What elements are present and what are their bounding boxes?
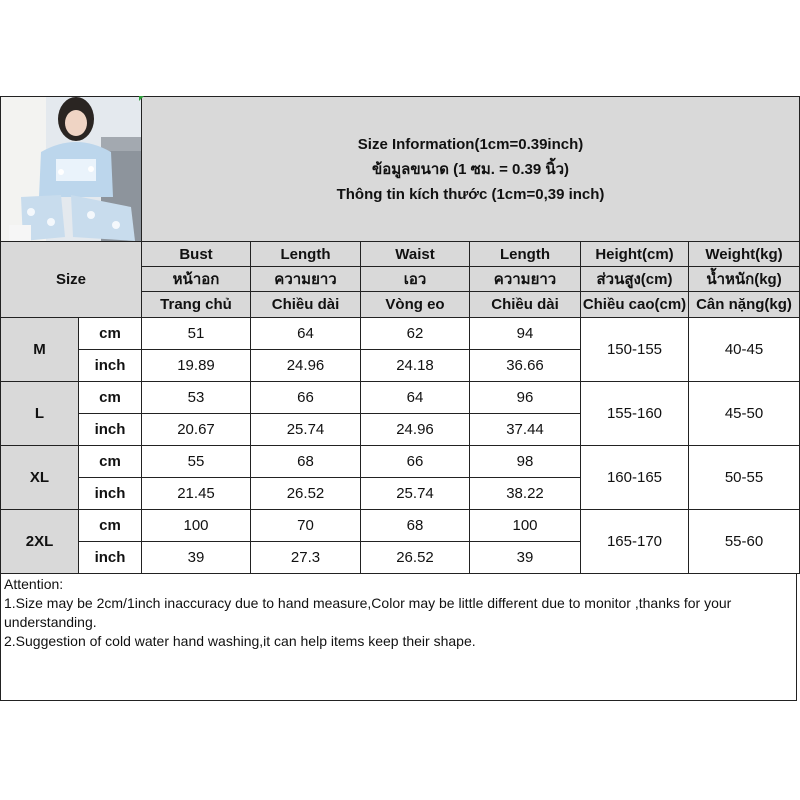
length-inch: 26.52 xyxy=(251,478,361,510)
info-line-english: Size Information(1cm=0.39inch) xyxy=(357,135,584,153)
header-weight-th: น้ำหนัก(kg) xyxy=(689,267,800,292)
length-inch: 25.74 xyxy=(251,414,361,446)
height-range: 160-165 xyxy=(581,446,689,510)
length2-inch: 39 xyxy=(470,542,581,574)
bust-cm: 55 xyxy=(142,446,251,478)
unit-cm: cm xyxy=(79,318,142,350)
bust-inch: 20.67 xyxy=(142,414,251,446)
corner-marker xyxy=(139,96,144,101)
waist-inch: 24.18 xyxy=(361,350,470,382)
header-waist-en: Waist xyxy=(361,242,470,267)
length-cm: 64 xyxy=(251,318,361,350)
header-bust-en: Bust xyxy=(142,242,251,267)
header-waist-th: เอว xyxy=(361,267,470,292)
header-length-vi: Chiều dài xyxy=(251,292,361,318)
size-chart xyxy=(0,96,799,703)
length2-inch: 36.66 xyxy=(470,350,581,382)
attention-item-1: 1.Size may be 2cm/1inch inaccuracy due to hand measure,Color may be little different due to monitor ,thanks for your understanding. xyxy=(4,595,732,630)
size-table xyxy=(0,96,800,574)
header-height-th: ส่วนสูง(cm) xyxy=(581,267,689,292)
unit-inch: inch xyxy=(79,542,142,574)
attention-notes xyxy=(0,573,797,701)
length2-cm: 100 xyxy=(470,510,581,542)
length2-cm: 94 xyxy=(470,318,581,350)
weight-range: 55-60 xyxy=(689,510,800,574)
weight-range: 40-45 xyxy=(689,318,800,382)
bust-cm: 51 xyxy=(142,318,251,350)
size-label: XL xyxy=(1,446,79,510)
waist-inch: 25.74 xyxy=(361,478,470,510)
waist-cm: 62 xyxy=(361,318,470,350)
header-waist-vi: Vòng eo xyxy=(361,292,470,318)
header-height-vi: Chiều cao(cm) xyxy=(581,292,689,318)
header-weight-vi: Cân nặng(kg) xyxy=(689,292,800,318)
table-row xyxy=(1,510,800,542)
bust-cm: 53 xyxy=(142,382,251,414)
header-length2-th: ความยาว xyxy=(470,267,581,292)
size-label: 2XL xyxy=(1,510,79,574)
waist-inch: 24.96 xyxy=(361,414,470,446)
attention-title: Attention: xyxy=(4,576,64,592)
unit-cm: cm xyxy=(79,382,142,414)
unit-cm: cm xyxy=(79,510,142,542)
unit-inch: inch xyxy=(79,414,142,446)
length-cm: 66 xyxy=(251,382,361,414)
length2-cm: 96 xyxy=(470,382,581,414)
size-heading: Size xyxy=(1,242,142,318)
length2-inch: 37.44 xyxy=(470,414,581,446)
header-height-en: Height(cm) xyxy=(581,242,689,267)
unit-cm: cm xyxy=(79,446,142,478)
waist-inch: 26.52 xyxy=(361,542,470,574)
header-length2-vi: Chiều dài xyxy=(470,292,581,318)
header-weight-en: Weight(kg) xyxy=(689,242,800,267)
header-length-th: ความยาว xyxy=(251,267,361,292)
bust-inch: 39 xyxy=(142,542,251,574)
size-label: M xyxy=(1,318,79,382)
header-bust-vi: Trang chủ xyxy=(142,292,251,318)
waist-cm: 66 xyxy=(361,446,470,478)
info-line-thai: ข้อมูลขนาด (1 ซม. = 0.39 นิ้ว) xyxy=(371,160,570,178)
header-bust-th: หน้าอก xyxy=(142,267,251,292)
product-photo xyxy=(1,97,142,242)
header-length-en: Length xyxy=(251,242,361,267)
length2-inch: 38.22 xyxy=(470,478,581,510)
pajama-model-image xyxy=(1,97,141,241)
length-cm: 70 xyxy=(251,510,361,542)
size-label: L xyxy=(1,382,79,446)
attention-item-2: 2.Suggestion of cold water hand washing,it can help items keep their shape. xyxy=(4,633,476,649)
height-range: 165-170 xyxy=(581,510,689,574)
header-length2-en: Length xyxy=(470,242,581,267)
bust-cm: 100 xyxy=(142,510,251,542)
weight-range: 50-55 xyxy=(689,446,800,510)
unit-inch: inch xyxy=(79,478,142,510)
waist-cm: 64 xyxy=(361,382,470,414)
length-inch: 27.3 xyxy=(251,542,361,574)
bust-inch: 21.45 xyxy=(142,478,251,510)
info-line-vietnamese: Thông tin kích thước (1cm=0,39 inch) xyxy=(336,185,605,203)
length2-cm: 98 xyxy=(470,446,581,478)
table-row xyxy=(1,446,800,478)
size-info-title xyxy=(142,97,800,242)
table-row xyxy=(1,318,800,350)
waist-cm: 68 xyxy=(361,510,470,542)
length-inch: 24.96 xyxy=(251,350,361,382)
length-cm: 68 xyxy=(251,446,361,478)
weight-range: 45-50 xyxy=(689,382,800,446)
height-range: 150-155 xyxy=(581,318,689,382)
unit-inch: inch xyxy=(79,350,142,382)
bust-inch: 19.89 xyxy=(142,350,251,382)
table-row xyxy=(1,382,800,414)
height-range: 155-160 xyxy=(581,382,689,446)
